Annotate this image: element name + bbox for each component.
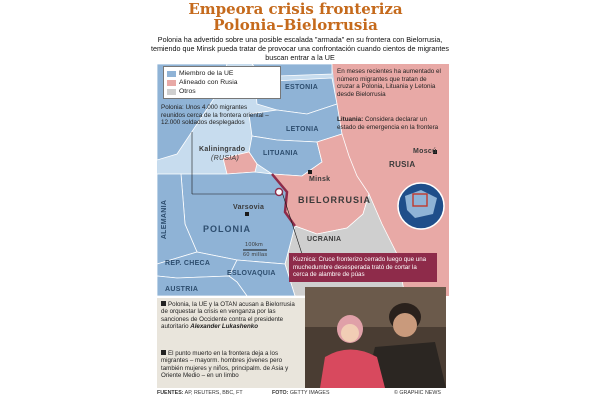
label-estonia: ESTONIA bbox=[285, 84, 319, 91]
legend-item-eu bbox=[167, 69, 277, 78]
bullet-1-text: Polonia, la UE y la OTAN acusan a Bielorrusia de orquestar la crisis en venganza por las sanciones de Occidente contra el presidente autoritario bbox=[161, 301, 295, 331]
label-bielorrusia: BIELORRUSIA bbox=[298, 195, 372, 205]
headline-line-1: Empeora crisis fronteriza bbox=[188, 0, 403, 18]
bullet-2-text: El punto muerto en la frontera deja a los migrantes – mayorm. hombres jóvenes pero también mujeres y niños, principalm. de Asia y Oriente Medio – en un limbo bbox=[161, 350, 289, 380]
bullet-1-name: Alexander Lukashenko bbox=[190, 323, 258, 331]
footer-photo bbox=[272, 390, 330, 396]
legend-item-russia bbox=[167, 78, 277, 87]
poland-area bbox=[181, 172, 295, 264]
note-polonia: Polonia: Unos 4.000 migrantes reunidos cerca de la frontera oriental – 12.000 soldados desplegados bbox=[161, 104, 269, 126]
note-lituania-head: Lituania: bbox=[337, 116, 364, 123]
bullet-2 bbox=[161, 350, 301, 380]
footer-sources bbox=[157, 390, 243, 396]
label-minsk: Minsk bbox=[309, 176, 331, 183]
warsaw-marker bbox=[245, 212, 249, 216]
info-panel bbox=[157, 298, 305, 388]
label-ucrania: UCRANIA bbox=[307, 236, 342, 243]
label-rusia: RUSIA bbox=[389, 160, 416, 169]
legend-item-other bbox=[167, 87, 277, 96]
legend-label-eu: Miembro de la UE bbox=[179, 70, 234, 77]
scale-mi: 60 millas bbox=[243, 252, 268, 258]
legend-label-russia: Alineado con Rusia bbox=[179, 79, 238, 86]
label-lituania: LITUANIA bbox=[263, 150, 299, 157]
photo-drawing bbox=[305, 287, 446, 388]
footer-sources-text: AP, REUTERS, BBC, FT bbox=[183, 390, 243, 396]
label-kaliningrado: Kaliningrado bbox=[199, 146, 246, 153]
scale-km: 100km bbox=[245, 242, 264, 248]
label-alemania: ALEMANIA bbox=[161, 199, 169, 240]
legend bbox=[163, 66, 281, 99]
note-recientes: En meses recientes ha aumentado el número migrantes que tratan de cruzar a Polonia, Lituania y Letonia desde Bielorrusia bbox=[337, 68, 441, 98]
kuznica-marker bbox=[276, 189, 283, 196]
label-polonia: POLONIA bbox=[203, 224, 252, 234]
label-rep-checa: REP. CHECA bbox=[165, 260, 211, 267]
label-eslovaquia: ESLOVAQUIA bbox=[227, 270, 276, 277]
bullet-square-icon bbox=[161, 350, 166, 355]
footer-sources-label: FUENTES: bbox=[157, 390, 184, 396]
legend-label-other: Otros bbox=[179, 88, 196, 95]
footer-photo-label: FOTO: bbox=[272, 390, 289, 396]
legend-swatch-eu bbox=[167, 71, 176, 77]
note-lituania bbox=[337, 116, 447, 131]
bullet-1 bbox=[161, 301, 301, 331]
minsk-marker bbox=[308, 170, 312, 174]
label-moscu: Moscú bbox=[413, 148, 437, 155]
kuznica-callout: Kuznica: Cruce fronterizo cerrado luego que una muchedumbre desesperada trató de cortar la cerca de alambre de púas bbox=[289, 253, 437, 282]
bullet-square-icon bbox=[161, 301, 166, 306]
legend-swatch-other bbox=[167, 89, 176, 95]
note-lituania-body: Considera declarar un estado de emergencia en la frontera bbox=[337, 116, 439, 131]
intro-text: Polonia ha advertido sobre una posible escalada "armada" en su frontera con Bielorrusia, temiendo que Minsk pueda tratar de provocar una confrontación cuando cientos de migrantes buscan entrar a la UE bbox=[150, 35, 450, 62]
legend-swatch-russia bbox=[167, 80, 176, 86]
label-kaliningrado-sub: (RUSIA) bbox=[211, 155, 240, 162]
footer-photo-text: GETTY IMAGES bbox=[288, 390, 330, 396]
headline-line-2: Polonia–Bielorrusia bbox=[213, 16, 378, 34]
news-photo bbox=[305, 287, 446, 388]
label-austria: AUSTRIA bbox=[165, 286, 199, 293]
footer-credit: © GRAPHIC NEWS bbox=[394, 390, 441, 396]
label-letonia: LETONIA bbox=[286, 126, 319, 133]
label-varsovia: Varsovia bbox=[233, 204, 265, 211]
